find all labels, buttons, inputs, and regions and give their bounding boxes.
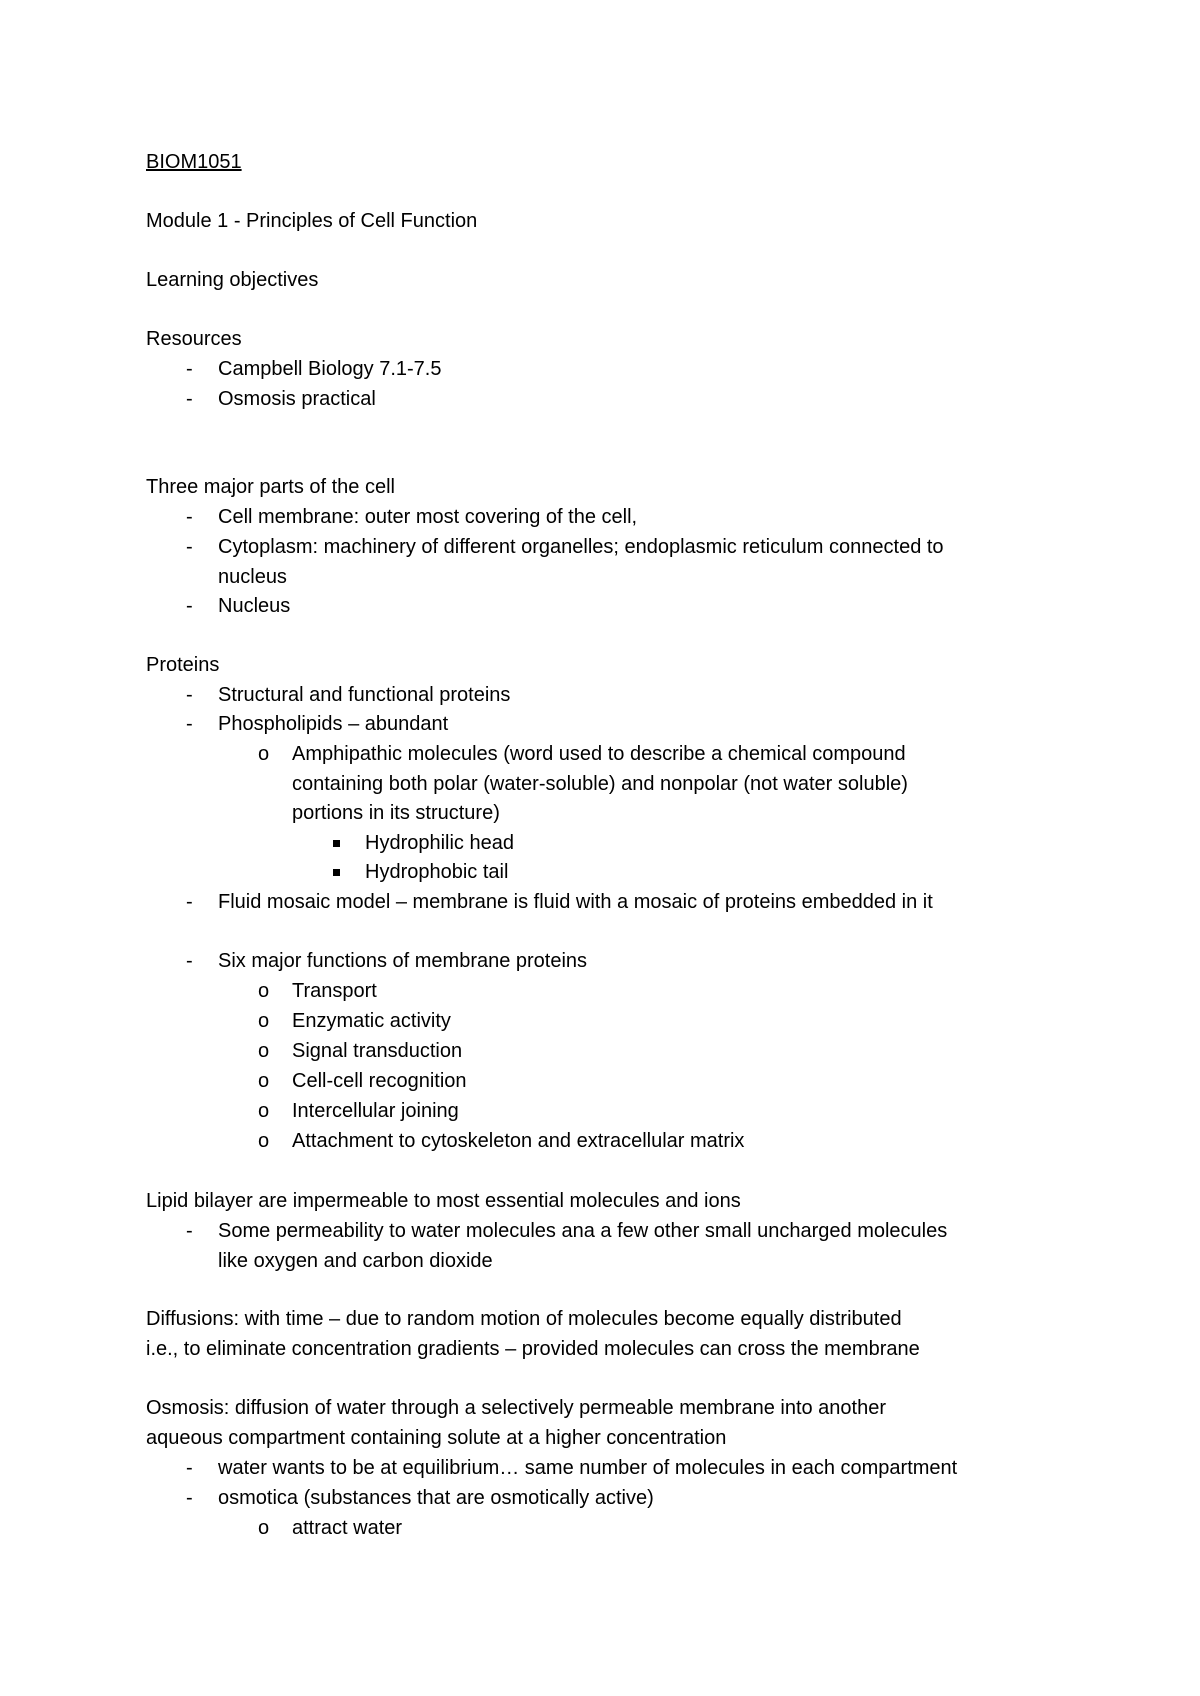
diffusion-paragraph-continuation: i.e., to eliminate concentration gradients – provided molecules can cross the membrane: [146, 1338, 920, 1360]
dash-bullet: -: [186, 595, 193, 617]
circle-bullet: o: [258, 1130, 270, 1152]
list-item-continuation: like oxygen and carbon dioxide: [218, 1250, 493, 1272]
square-bullet-icon: [333, 840, 340, 847]
sub-list-item: attract water: [292, 1517, 403, 1539]
list-item: Fluid mosaic model – membrane is fluid with a mosaic of proteins embedded in it: [218, 891, 933, 913]
function-item: Attachment to cytoskeleton and extracellular matrix: [292, 1130, 745, 1152]
sub-list-item: Amphipathic molecules (word used to describe a chemical compound: [292, 743, 906, 765]
circle-bullet: o: [258, 980, 270, 1002]
learning-objectives-heading: Learning objectives: [146, 269, 319, 291]
list-item: Structural and functional proteins: [218, 684, 511, 706]
dash-bullet: -: [186, 506, 193, 528]
square-bullet-icon: [333, 869, 340, 876]
dash-bullet: -: [186, 358, 193, 380]
sub-list-item-continuation: portions in its structure): [292, 802, 500, 824]
circle-bullet: o: [258, 743, 270, 765]
dash-bullet: -: [186, 536, 193, 558]
list-item: Six major functions of membrane proteins: [218, 950, 588, 972]
list-item: Some permeability to water molecules ana a few other small uncharged molecules: [218, 1220, 948, 1242]
dash-bullet: -: [186, 950, 193, 972]
sub-sub-list-item: Hydrophilic head: [365, 832, 514, 854]
function-item: Signal transduction: [292, 1040, 463, 1062]
dash-bullet: -: [186, 684, 193, 706]
list-item: Phospholipids – abundant: [218, 713, 449, 735]
list-item: Cell membrane: outer most covering of the cell,: [218, 506, 638, 528]
resources-heading: Resources: [146, 328, 242, 350]
osmosis-paragraph: Osmosis: diffusion of water through a selectively permeable membrane into another: [146, 1397, 887, 1419]
lipid-heading: Lipid bilayer are impermeable to most essential molecules and ions: [146, 1190, 741, 1212]
list-item: Nucleus: [218, 595, 291, 617]
dash-bullet: -: [186, 1487, 193, 1509]
list-item-continuation: nucleus: [218, 566, 287, 588]
list-item: Cytoplasm: machinery of different organelles; endoplasmic reticulum connected to: [218, 536, 944, 558]
module-heading: Module 1 - Principles of Cell Function: [146, 210, 478, 232]
circle-bullet: o: [258, 1010, 270, 1032]
function-item: Enzymatic activity: [292, 1010, 451, 1032]
circle-bullet: o: [258, 1070, 270, 1092]
document-title: BIOM1051: [146, 151, 242, 173]
function-item: Intercellular joining: [292, 1100, 459, 1122]
sub-sub-list-item: Hydrophobic tail: [365, 861, 509, 883]
dash-bullet: -: [186, 1220, 193, 1242]
dash-bullet: -: [186, 1457, 193, 1479]
proteins-heading: Proteins: [146, 654, 220, 676]
circle-bullet: o: [258, 1517, 270, 1539]
resource-item: Campbell Biology 7.1-7.5: [218, 358, 442, 380]
sub-list-item-continuation: containing both polar (water-soluble) and nonpolar (not water soluble): [292, 773, 908, 795]
circle-bullet: o: [258, 1040, 270, 1062]
resource-item: Osmosis practical: [218, 388, 376, 410]
function-item: Cell-cell recognition: [292, 1070, 467, 1092]
dash-bullet: -: [186, 388, 193, 410]
circle-bullet: o: [258, 1100, 270, 1122]
function-item: Transport: [292, 980, 377, 1002]
list-item: water wants to be at equilibrium… same number of molecules in each compartment: [218, 1457, 958, 1479]
dash-bullet: -: [186, 713, 193, 735]
dash-bullet: -: [186, 891, 193, 913]
diffusion-paragraph: Diffusions: with time – due to random motion of molecules become equally distributed: [146, 1308, 902, 1330]
list-item: osmotica (substances that are osmotically active): [218, 1487, 654, 1509]
osmosis-paragraph-continuation: aqueous compartment containing solute at a higher concentration: [146, 1427, 727, 1449]
cell-parts-heading: Three major parts of the cell: [146, 476, 395, 498]
